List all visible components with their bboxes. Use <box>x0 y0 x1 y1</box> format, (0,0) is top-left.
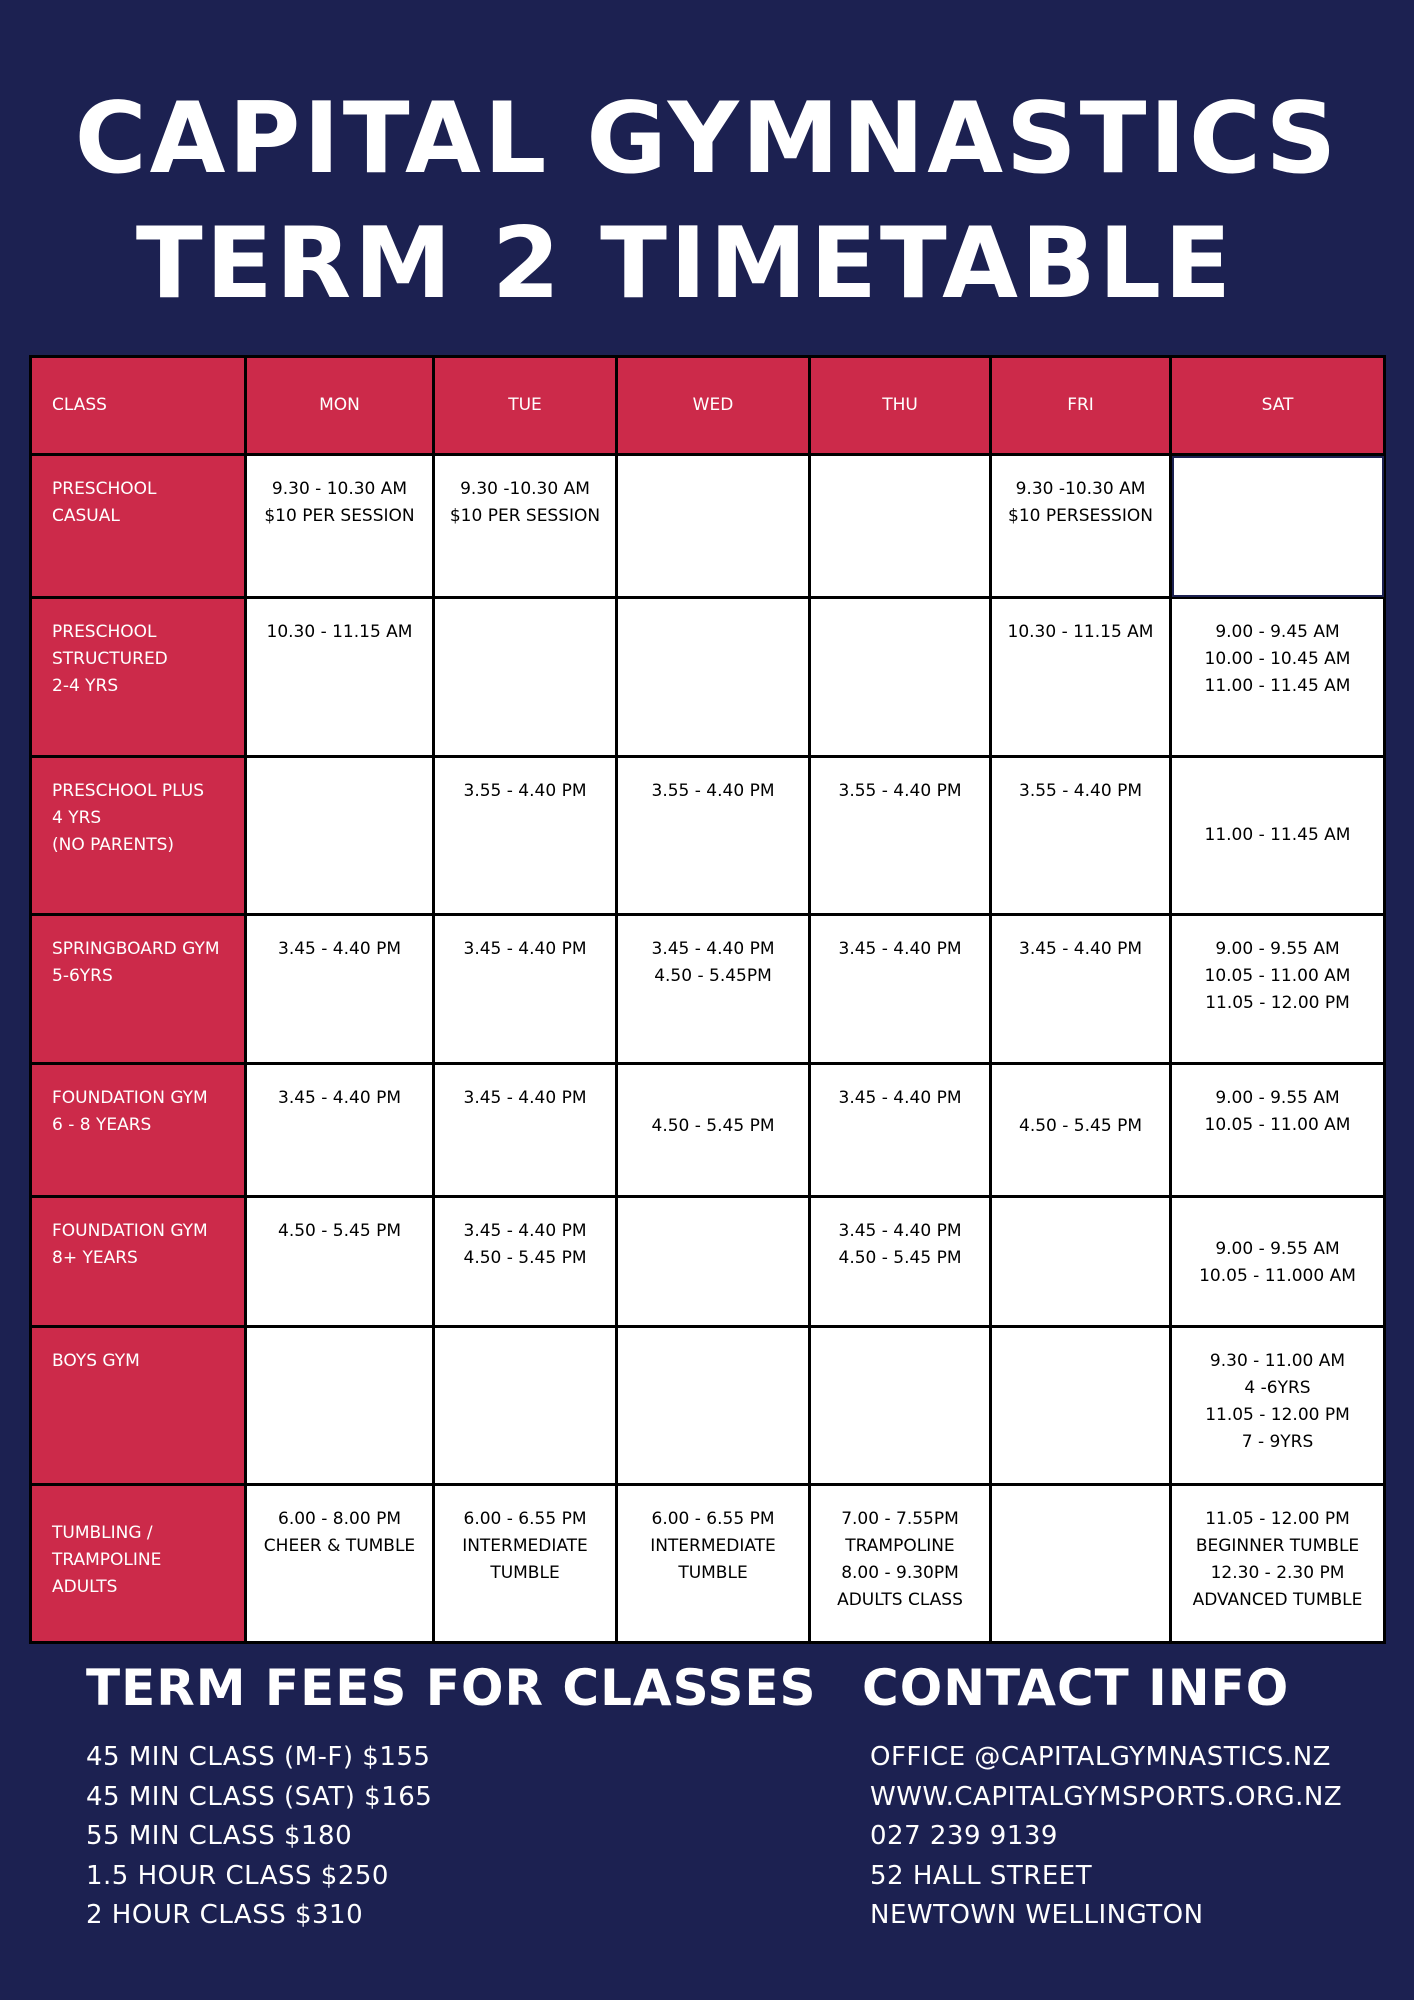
schedule-cell: 3.45 - 4.40 PM 4.50 - 5.45 PM <box>434 1196 617 1326</box>
schedule-cell <box>991 1484 1171 1642</box>
schedule-cell: 3.45 - 4.40 PM <box>810 1064 991 1196</box>
schedule-cell <box>617 455 810 598</box>
table-row <box>31 757 1385 915</box>
schedule-cell <box>434 1326 617 1484</box>
schedule-cell: 3.45 - 4.40 PM <box>246 915 434 1064</box>
table-row <box>31 915 1385 1064</box>
schedule-cell <box>617 1326 810 1484</box>
schedule-cell: 6.00 - 8.00 PM CHEER & TUMBLE <box>246 1484 434 1642</box>
fee-line: 55 MIN CLASS $180 <box>86 1821 353 1851</box>
schedule-cell <box>810 1326 991 1484</box>
table-row <box>31 455 1385 598</box>
header-mon: MON <box>246 357 434 455</box>
schedule-cell: 3.55 - 4.40 PM <box>617 757 810 915</box>
schedule-cell: 3.45 - 4.40 PM <box>434 915 617 1064</box>
header-thu: THU <box>810 357 991 455</box>
schedule-cell: 4.50 - 5.45 PM <box>991 1064 1171 1196</box>
table-row <box>31 1064 1385 1196</box>
schedule-cell: 3.45 - 4.40 PM <box>991 915 1171 1064</box>
schedule-cell: 3.55 - 4.40 PM <box>434 757 617 915</box>
contact-email[interactable]: OFFICE @CAPITALGYMNASTICS.NZ <box>870 1742 1331 1772</box>
schedule-cell <box>810 598 991 757</box>
header-wed: WED <box>617 357 810 455</box>
schedule-cell: 3.45 - 4.40 PM <box>246 1064 434 1196</box>
class-name: PRESCHOOL STRUCTURED 2-4 YRS <box>31 598 246 757</box>
schedule-cell: 9.30 - 11.00 AM 4 -6YRS 11.05 - 12.00 PM 7 - 9YRS <box>1171 1326 1385 1484</box>
schedule-cell: 10.30 - 11.15 AM <box>991 598 1171 757</box>
term-fees-section <box>86 1660 817 1936</box>
class-name: PRESCHOOL CASUAL <box>31 455 246 598</box>
schedule-cell <box>810 455 991 598</box>
schedule-cell: 4.50 - 5.45 PM <box>617 1064 810 1196</box>
timetable <box>29 355 1386 1644</box>
schedule-cell: 10.30 - 11.15 AM <box>246 598 434 757</box>
schedule-cell: 6.00 - 6.55 PM INTERMEDIATE TUMBLE <box>434 1484 617 1642</box>
contact-title: CONTACT INFO <box>862 1659 1290 1717</box>
class-name: TUMBLING / TRAMPOLINE ADULTS <box>31 1484 246 1642</box>
fees-title: TERM FEES FOR CLASSES <box>86 1659 817 1717</box>
schedule-cell: 3.45 - 4.40 PM 4.50 - 5.45 PM <box>810 1196 991 1326</box>
class-name: PRESCHOOL PLUS 4 YRS (NO PARENTS) <box>31 757 246 915</box>
schedule-cell <box>991 1196 1171 1326</box>
schedule-cell: 9.00 - 9.45 AM 10.00 - 10.45 AM 11.00 - 11.45 AM <box>1171 598 1385 757</box>
table-row <box>31 1326 1385 1484</box>
schedule-cell <box>1171 455 1385 598</box>
table-row <box>31 1196 1385 1326</box>
schedule-cell: 9.00 - 9.55 AM 10.05 - 11.00 AM <box>1171 1064 1385 1196</box>
schedule-cell: 9.30 - 10.30 AM $10 PER SESSION <box>246 455 434 598</box>
schedule-cell: 11.00 - 11.45 AM <box>1171 757 1385 915</box>
schedule-cell: 9.00 - 9.55 AM 10.05 - 11.00 AM 11.05 - 12.00 PM <box>1171 915 1385 1064</box>
schedule-cell: 9.30 -10.30 AM $10 PERSESSION <box>991 455 1171 598</box>
contact-section <box>862 1660 1342 1936</box>
schedule-cell: 3.55 - 4.40 PM <box>810 757 991 915</box>
schedule-cell <box>246 1326 434 1484</box>
schedule-cell: 3.45 - 4.40 PM <box>434 1064 617 1196</box>
fee-line: 45 MIN CLASS (SAT) $165 <box>86 1781 433 1812</box>
schedule-cell <box>434 598 617 757</box>
schedule-cell <box>617 1196 810 1326</box>
schedule-cell: 9.30 -10.30 AM $10 PER SESSION <box>434 455 617 598</box>
class-name: BOYS GYM <box>31 1326 246 1484</box>
fees-list <box>86 1738 817 1936</box>
header-class: CLASS <box>31 357 246 455</box>
class-name: FOUNDATION GYM 8+ YEARS <box>31 1196 246 1326</box>
schedule-cell <box>246 757 434 915</box>
schedule-cell: 6.00 - 6.55 PM INTERMEDIATE TUMBLE <box>617 1484 810 1642</box>
header-row <box>31 357 1385 455</box>
schedule-cell <box>991 1326 1171 1484</box>
schedule-cell: 4.50 - 5.45 PM <box>246 1196 434 1326</box>
page-subtitle: TERM 2 TIMETABLE <box>135 207 1235 321</box>
fee-line: 45 MIN CLASS (M-F) $155 <box>86 1742 431 1772</box>
page-title: CAPITAL GYMNASTICS <box>74 82 1340 196</box>
schedule-cell: 9.00 - 9.55 AM 10.05 - 11.000 AM <box>1171 1196 1385 1326</box>
class-name: SPRINGBOARD GYM 5-6YRS <box>31 915 246 1064</box>
contact-phone[interactable]: 027 239 9139 <box>870 1821 1058 1851</box>
contact-address: 52 HALL STREET <box>870 1860 1093 1891</box>
class-name: FOUNDATION GYM 6 - 8 YEARS <box>31 1064 246 1196</box>
contact-suburb: NEWTOWN WELLINGTON <box>870 1900 1204 1930</box>
schedule-cell: 3.55 - 4.40 PM <box>991 757 1171 915</box>
schedule-cell <box>617 598 810 757</box>
schedule-cell: 7.00 - 7.55PM TRAMPOLINE 8.00 - 9.30PM ADULTS CLASS <box>810 1484 991 1642</box>
fee-line: 2 HOUR CLASS $310 <box>86 1900 364 1930</box>
schedule-cell: 3.45 - 4.40 PM 4.50 - 5.45PM <box>617 915 810 1064</box>
schedule-cell: 3.45 - 4.40 PM <box>810 915 991 1064</box>
table-row <box>31 1484 1385 1642</box>
contact-list <box>862 1738 1342 1936</box>
table-row <box>31 598 1385 757</box>
fee-line: 1.5 HOUR CLASS $250 <box>86 1860 389 1891</box>
schedule-cell: 11.05 - 12.00 PM BEGINNER TUMBLE 12.30 - 2.30 PM ADVANCED TUMBLE <box>1171 1484 1385 1642</box>
contact-website[interactable]: WWW.CAPITALGYMSPORTS.ORG.NZ <box>870 1781 1343 1812</box>
header-sat: SAT <box>1171 357 1385 455</box>
header-fri: FRI <box>991 357 1171 455</box>
header-tue: TUE <box>434 357 617 455</box>
